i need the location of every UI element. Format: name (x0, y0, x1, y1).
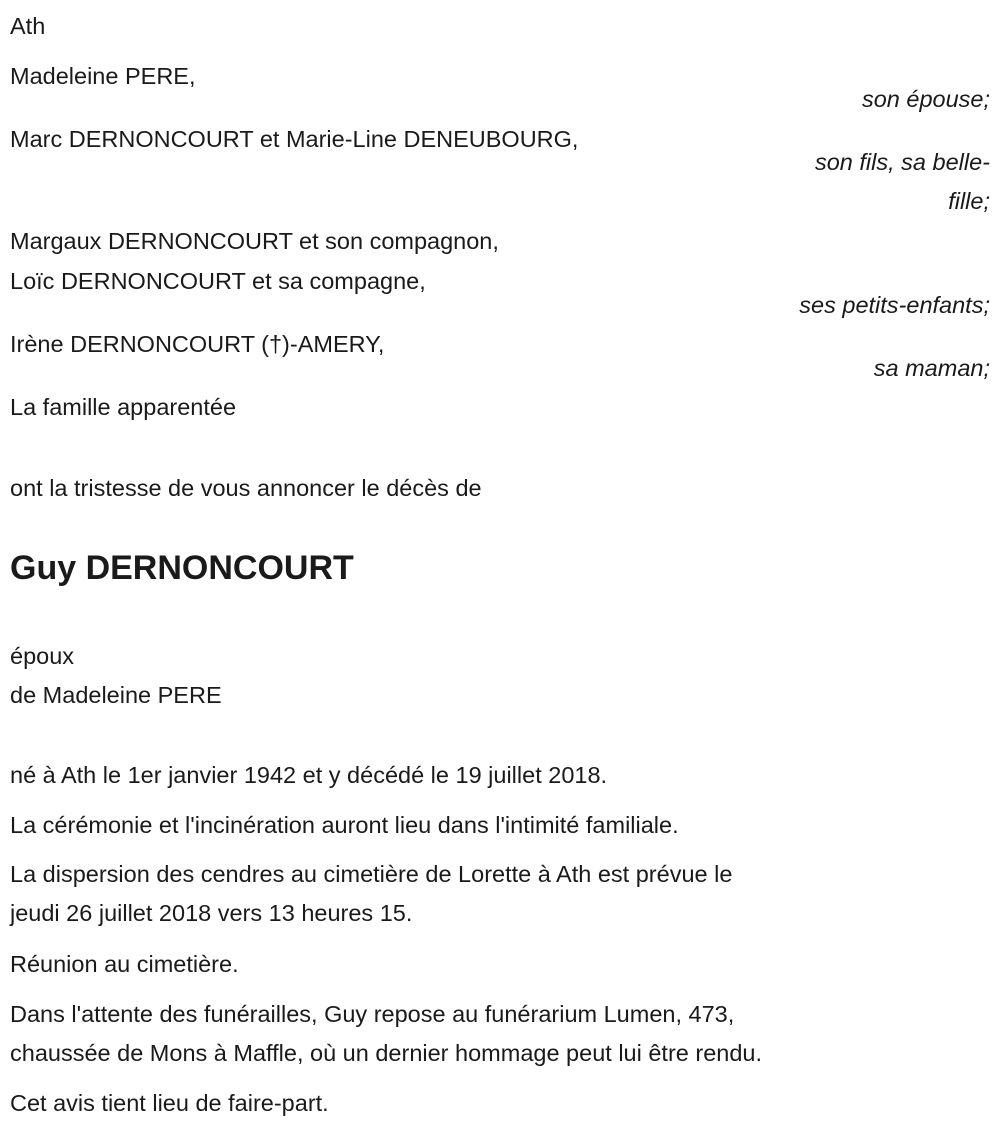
location: Ath (10, 13, 46, 39)
spouse-line: époux (10, 643, 75, 669)
paragraph: La cérémonie et l'incinération auront lieu dans l'intimité familiale. (10, 812, 679, 838)
family-name: Loïc DERNONCOURT et sa compagne, (10, 268, 426, 294)
family-name: Madeleine PERE, (10, 63, 196, 89)
family-relation: ses petits-enfants; (799, 292, 990, 318)
deceased-name: Guy DERNONCOURT (10, 549, 354, 587)
family-relation: son épouse; (861, 86, 990, 112)
family-name: Irène DERNONCOURT (†)-AMERY, (10, 331, 385, 357)
paragraph: né à Ath le 1er janvier 1942 et y décédé le 19 juillet 2018. (10, 762, 608, 788)
paragraph: chaussée de Mons à Maffle, où un dernier hommage peut lui être rendu. (10, 1040, 763, 1066)
family-name: La famille apparentée (10, 394, 237, 420)
announcement: ont la tristesse de vous annoncer le décès de (10, 475, 482, 501)
family-name: Margaux DERNONCOURT et son compagnon, (10, 228, 499, 254)
paragraph: Dans l'attente des funérailles, Guy repose au funérarium Lumen, 473, (10, 1001, 735, 1027)
paragraph: La dispersion des cendres au cimetière de Lorette à Ath est prévue le (10, 861, 733, 887)
spouse-line: de Madeleine PERE (10, 682, 222, 708)
paragraph: Cet avis tient lieu de faire-part. (10, 1090, 329, 1116)
family-name: Marc DERNONCOURT et Marie-Line DENEUBOURG, (10, 126, 579, 152)
paragraph: jeudi 26 juillet 2018 vers 13 heures 15. (10, 900, 413, 926)
family-relation: fille; (948, 188, 990, 214)
paragraph: Réunion au cimetière. (10, 951, 239, 977)
family-relation: son fils, sa belle- (814, 149, 990, 175)
family-relation: sa maman; (873, 355, 990, 381)
